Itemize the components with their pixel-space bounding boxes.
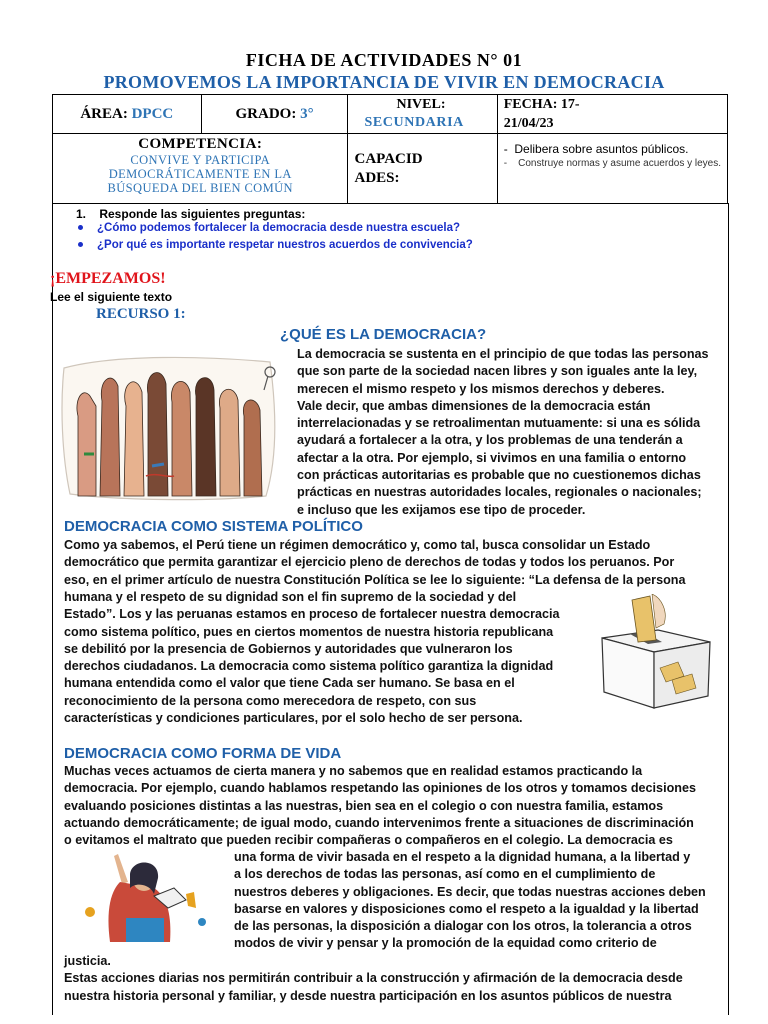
fecha-label: FECHA: 17- — [503, 97, 580, 112]
text-line: actuando democráticamente; de igual modo, cuando intervenimos frente a situaciones de discriminación — [64, 815, 694, 830]
page-title: FICHA DE ACTIVIDADES N° 01 — [245, 50, 523, 70]
resource-text — [297, 346, 712, 519]
text-line: nuestros deberes y obligaciones. Es decir, que todas nuestras acciones deben — [234, 884, 706, 899]
text-line: eso, en el primer artículo de nuestra Constitución Política se lee lo siguiente: “La defensa de la persona — [64, 572, 686, 587]
page-subtitle: PROMOVEMOS LA IMPORTANCIA DE VIVIR EN DEMOCRACIA — [103, 72, 665, 92]
area-cell — [53, 95, 202, 134]
text-line: reconocimiento de la persona como merecedora de respeto, con sus — [64, 693, 477, 708]
text-line: una forma de vivir basada en el respeto a la dignidad humana, a la libertad y — [234, 850, 691, 864]
text-line: a los derechos de todas las personas, así como en el cumplimiento de — [234, 867, 656, 882]
questions-intro: 1. Responde las siguientes preguntas: — [76, 207, 306, 221]
start-heading: ¡EMPEZAMOS! — [50, 270, 166, 287]
bullet-icon — [78, 225, 83, 230]
text-line: como sistema político, pues en ciertos momentos de nuestra historia republicana — [64, 624, 554, 639]
competencia-line-1: CONVIVE Y PARTICIPA — [130, 153, 271, 167]
area-value: DPCC — [131, 105, 174, 122]
section-life-text-bottom — [64, 953, 712, 1005]
text-line: derechos ciudadanos. La democracia como sistema político garantiza la dignidad — [64, 659, 554, 674]
text-line: humana y el respeto de su dignidad son el fin supremo de la sociedad y del — [64, 590, 517, 604]
area-label: ÁREA: — [80, 105, 128, 122]
text-line: Muchas veces actuamos de cierta manera y no sabemos que en realidad estamos practicando la — [64, 764, 643, 778]
resource-title: ¿QUÉ ES LA DEMOCRACIA? — [280, 326, 487, 343]
question-1-text: ¿Cómo podemos fortalecer la democracia desde nuestra escuela? — [97, 222, 461, 234]
text-line: que son parte de la sociedad nacen libres y son iguales ante la ley, — [297, 364, 698, 379]
competencia-label: COMPETENCIA: — [138, 136, 263, 152]
competencia-line-2: DEMOCRÁTICAMENTE EN LA — [108, 167, 292, 181]
section-life-title: DEMOCRACIA COMO FORMA DE VIDA — [64, 745, 342, 762]
text-line: interrelacionadas y se retroalimentan mutuamente: si una es sólida — [297, 416, 701, 431]
info-table — [52, 94, 728, 204]
nivel-cell — [348, 95, 497, 134]
grado-label: GRADO: — [235, 105, 297, 122]
text-line: justicia. — [64, 954, 111, 968]
text-line: ayudará a fortalecer a la otra, y los problemas de una tenderán a — [297, 433, 683, 448]
text-line: humana entendida como el valor que tiene Cada ser humano. Se basa en el — [64, 676, 515, 691]
section-political-text-narrow — [64, 589, 568, 727]
text-line: Como ya sabemos, el Perú tiene un régimen democrático y, como tal, busca consolidar un Estado — [64, 538, 651, 552]
raised-hands-icon — [56, 346, 284, 504]
question-1 — [78, 222, 460, 234]
text-line: con prácticas autoritarias es probable que no cuestionemos dichas — [297, 468, 701, 483]
text-line: e incluso que les exijamos ese tipo de proceder. — [297, 502, 586, 517]
grado-cell — [201, 95, 348, 134]
text-line: Estas acciones diarias nos permitirán contribuir a la construcción y afirmación de la democracia desde — [64, 971, 683, 986]
raised-hands-image — [56, 346, 284, 504]
capacidades-cell — [497, 134, 727, 204]
fecha-cell — [497, 95, 727, 134]
text-line: evaluando posiciones distintas a las nuestras, bien sea en el colegio o con nuestra familia, estamos — [64, 798, 664, 813]
text-line: Vale decir, que ambas dimensiones de la democracia están — [297, 398, 651, 413]
text-line: modos de vivir y pensar y la promoción de la equidad como criterio de — [234, 936, 657, 951]
text-line: nuestra historia personal y familiar, y desde nuestra participación en los asuntos públicos de nuestra — [64, 988, 672, 1003]
ballot-box-icon — [592, 594, 716, 712]
resource-label: RECURSO 1: — [96, 306, 186, 322]
text-line: democrático que permita garantizar el ejercicio pleno de derechos de todas y todos los peruanos. Por — [64, 555, 675, 570]
section-life-text-indented — [234, 849, 712, 953]
protester-image — [70, 852, 220, 942]
section-political-title: DEMOCRACIA COMO SISTEMA POLÍTICO — [64, 518, 363, 535]
question-2-text: ¿Por qué es importante respetar nuestros acuerdos de convivencia? — [97, 239, 473, 251]
capacidades-label-cell — [348, 134, 497, 204]
text-line: afectar a la otra. Por ejemplo, si vivimos en una familia o entorno — [297, 450, 687, 465]
capacidad-2: - Construye normas y asume acuerdos y leyes. — [503, 158, 721, 169]
text-line: o evitamos el maltrato que pueden recibir compañeras o compañeros en el colegio. La democracia es — [64, 833, 673, 848]
nivel-label: NIVEL: — [396, 97, 446, 112]
grado-value: 3° — [300, 105, 314, 122]
capacidades-label-1: CAPACID — [354, 150, 423, 167]
question-2 — [78, 239, 473, 251]
text-line: se debilitó por la presencia de Gobiernos y autoridades que vulneraron los — [64, 641, 513, 656]
bullet-icon — [78, 242, 83, 247]
capacidades-label-2: ADES: — [354, 169, 400, 186]
section-political-text-top — [64, 537, 712, 589]
text-line: de las personas, la disposición a dialogar con los otros, la tolerancia a otros — [234, 919, 692, 934]
text-line: democracia. Por ejemplo, cuando hablamos respetando las opiniones de los otros y tomamos decisiones — [64, 781, 696, 796]
text-line: Estado”. Los y las peruanas estamos en proceso de fortalecer nuestra democracia — [64, 607, 560, 622]
fecha-value: 21/04/23 — [503, 116, 554, 131]
competencia-cell — [53, 134, 348, 204]
start-instruction: Lee el siguiente texto — [50, 290, 173, 304]
text-line: La democracia se sustenta en el principio de que todas las personas — [297, 347, 709, 361]
text-line: basarse en valores y disposiciones como el respeto a la igualdad y la libertad — [234, 901, 699, 916]
ballot-box-image — [592, 594, 716, 712]
text-line: características y condiciones particulares, por el solo hecho de ser persona. — [64, 711, 523, 726]
nivel-value: SECUNDARIA — [364, 115, 464, 130]
section-life-text-top — [64, 763, 712, 849]
text-line: merecen el mismo respeto y los mismos derechos y deberes. — [297, 381, 665, 396]
protester-icon — [70, 852, 220, 942]
capacidad-1: - Delibera sobre asuntos públicos. — [503, 142, 689, 156]
text-line: prácticas en nuestras autoridades locales, regionales o nacionales; — [297, 485, 702, 500]
competencia-line-3: BÚSQUEDA DEL BIEN COMÚN — [107, 181, 293, 195]
